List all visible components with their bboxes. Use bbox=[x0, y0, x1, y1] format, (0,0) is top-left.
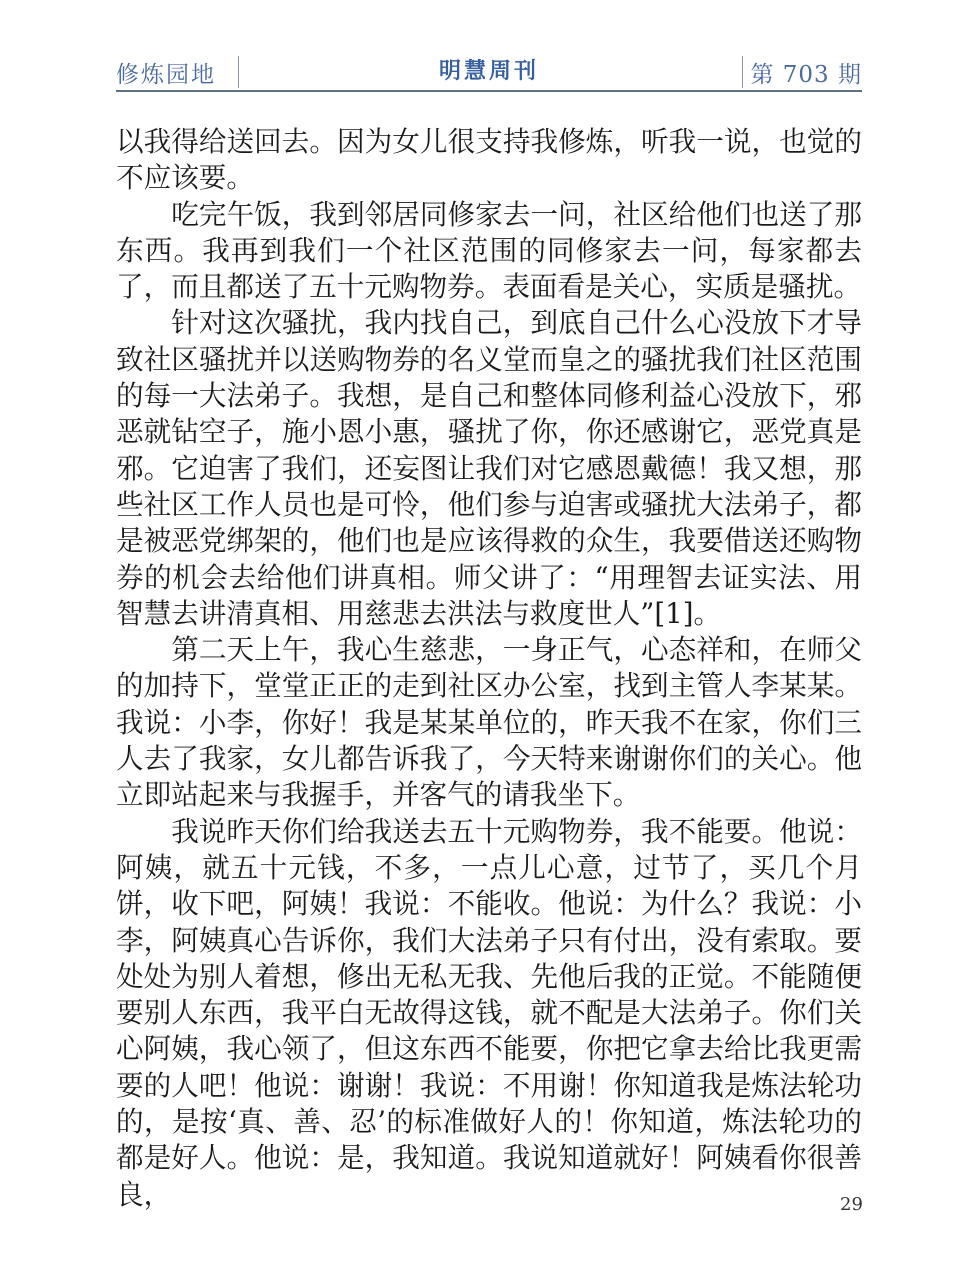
article-body bbox=[116, 124, 862, 1213]
paragraph: 针对这次骚扰，我内找自己，到底自己什么心没放下才导致社区骚扰并以送购物券的名义堂而皇之的骚扰我们社区范围的每一大法弟子。我想，是自己和整体同修利益心没放下，邪恶就钻空子，施小恩小惠，骚扰了你，你还感谢它，恶党真是邪。它迫害了我们，还妄图让我们对它感恩戴德！我又想，那些社区工作人员也是可怜，他们参与迫害或骚扰大法弟子，都是被恶党绑架的，他们也是应该得救的众生，我要借送还购物券的机会去给他们讲真相。师父讲了：“用理智去证实法、用智慧去讲清真相、用慈悲去洪法与救度世人”[1]。 bbox=[116, 306, 862, 630]
page-number: 29 bbox=[840, 1194, 863, 1215]
page-header bbox=[116, 50, 862, 92]
publication-title: 明慧周刊 bbox=[438, 58, 539, 84]
paragraph: 我说昨天你们给我送去五十元购物券，我不能要。他说：阿姨，就五十元钱，不多，一点儿心意，过节了，买几个月饼，收下吧，阿姨！我说：不能收。他说：为什么？我说：小李，阿姨真心告诉你，我们大法弟子只有付出，没有索取。要处处为别人着想，修出无私无我、先他后我的正觉。不能随便要别人东西，我平白无故得这钱，就不配是大法弟子。你们关心阿姨，我心领了，但这东西不能要，你把它拿去给比我更需要的人吧！他说：谢谢！我说：不用谢！你知道我是炼法轮功的，是按‘真、善、忍’的标准做好人的！你知道，炼法轮功的都是好人。他说：是，我知道。我说知道就好！阿姨看你很善良， bbox=[116, 814, 862, 1211]
section-title: 修炼园地 bbox=[116, 62, 216, 88]
paragraph: 第二天上午，我心生慈悲，一身正气，心态祥和，在师父的加持下，堂堂正正的走到社区办公室，找到主管人李某某。我说：小李，你好！我是某某单位的，昨天我不在家，你们三人去了我家，女儿都告诉我了，今天特来谢谢你们的关心。他立即站起来与我握手，并客气的请我坐下。 bbox=[116, 633, 862, 812]
paragraph: 以我得给送回去。因为女儿很支持我修炼，听我一说，也觉的不应该要。 bbox=[116, 125, 862, 195]
header-divider-right bbox=[742, 56, 743, 88]
issue-number: 第 703 期 bbox=[750, 62, 862, 88]
paragraph: 吃完午饭，我到邻居同修家去一问，社区给他们也送了那东西。我再到我们一个社区范围的同修家去一问，每家都去了，而且都送了五十元购物券。表面看是关心，实质是骚扰。 bbox=[116, 197, 862, 304]
